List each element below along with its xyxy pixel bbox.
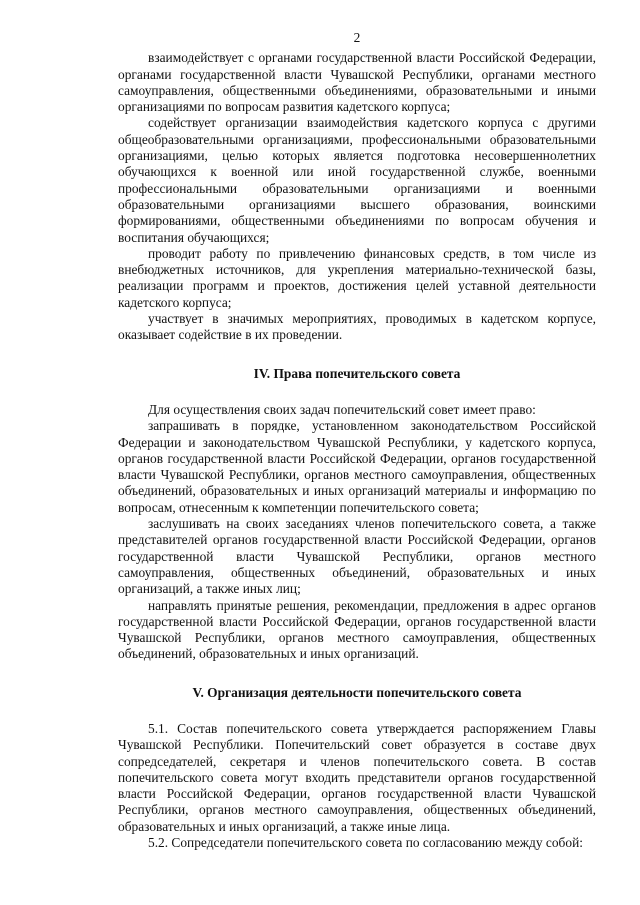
paragraph: запрашивать в порядке, установленном законодательством Российской Федерации и законодательством Чувашской Республики, у кадетского корпуса, органов государственной власти Российской Федерации, органов государственной власти Чувашской Республики, органов местного самоуправления, общественных объединений, образовательных и иных организаций материалы и информацию по вопросам, отнесенным к компетенции попечительского совета; [118, 418, 596, 515]
section-rights [118, 366, 596, 663]
paragraph: участвует в значимых мероприятиях, проводимых в кадетском корпусе, оказывает содействие в их проведении. [118, 311, 596, 343]
document-page [118, 30, 596, 851]
paragraph: содействует организации взаимодействия кадетского корпуса с другими общеобразовательными организациями, профессиональными образовательными организациями, целью которых является подготовка несовершеннолетних обучающихся к военной или иной государственной службе, военными профессиональными образовательными организациями и военными образовательными организациями высшего образования, воинскими формированиями, общественными объединениями по вопросам обучения и воспитания обучающихся; [118, 115, 596, 245]
paragraph: направлять принятые решения, рекомендации, предложения в адрес органов государственной власти Российской Федерации, органов государственной власти Чувашской Республики, органов местного самоуправления, общественных объединений, образовательных и иных организаций. [118, 597, 596, 662]
paragraph: заслушивать на своих заседаниях членов попечительского совета, а также представителей органов государственной власти Российской Федерации, органов государственной власти Чувашской Республики, органов местного самоуправления, общественных объединений, образовательных и иных организаций, а также иных лиц; [118, 516, 596, 597]
section-heading: IV. Права попечительского совета [253, 365, 461, 381]
paragraph: взаимодействует с органами государственной власти Российской Федерации, органами государственной власти Чувашской Республики, органами местного самоуправления, общественными объединениями, образовательными и иными организациями по вопросам развития кадетского корпуса; [118, 50, 596, 115]
paragraph: проводит работу по привлечению финансовых средств, в том числе из внебюджетных источников, для укрепления материально-технической базы, реализации программ и проектов, достижения целей уставной деятельности кадетского корпуса; [118, 245, 596, 310]
paragraph: 5.1. Состав попечительского совета утверждается распоряжением Главы Чувашской Республики. Попечительский совет образуется в составе двух сопредседателей, секретаря и членов попечительского совета. В состав попечительского совета могут входить представители органов государственной власти Российской Федерации, органов государственной власти Чувашской Республики, органов местного самоуправления, общественных объединений, образовательных и иных организаций, а также иные лица. [118, 720, 596, 834]
paragraph: Для осуществления своих задач попечительский совет имеет право: [148, 401, 536, 417]
paragraph: 5.2. Сопредседатели попечительского совета по согласованию между собой: [148, 835, 583, 851]
page-number: 2 [353, 30, 361, 45]
section-duties-continued [118, 50, 596, 343]
section-organization [118, 685, 596, 852]
section-heading: V. Организация деятельности попечительского совета [192, 684, 522, 700]
